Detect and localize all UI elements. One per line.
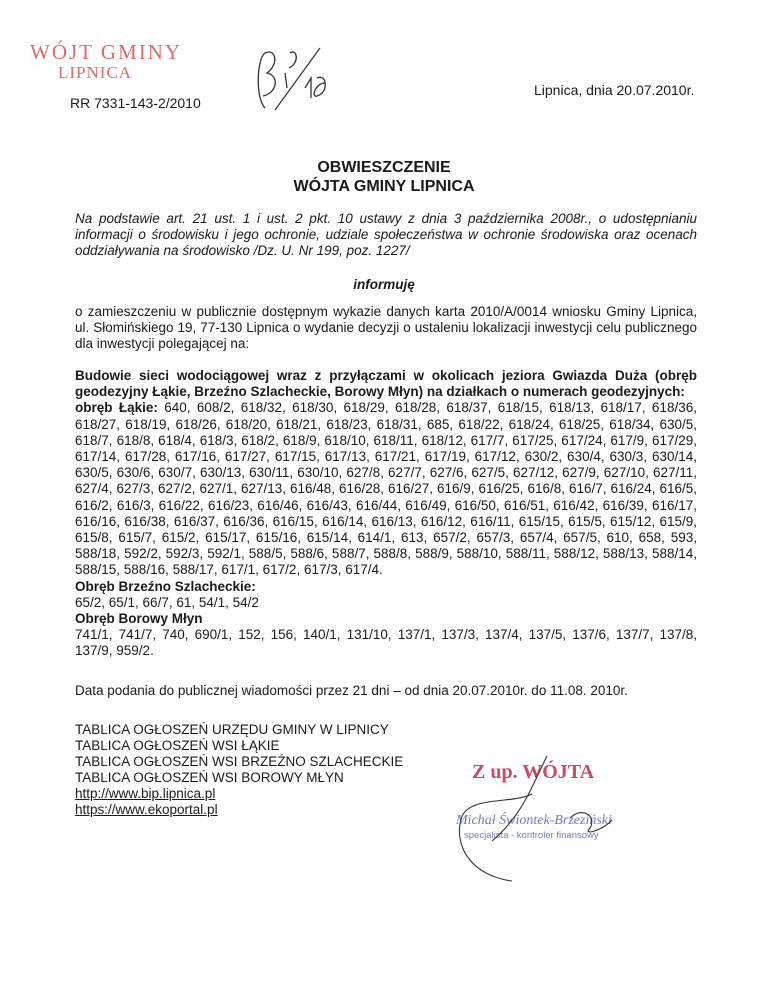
intro-paragraph: Na podstawie art. 21 ust. 1 i ust. 2 pkt. 10 ustawy z dnia 3 października 2008r., o udostępnianiu informacji o środowisku i jego ochronie, udziale społeczeństwa w ochronie środowiska oraz ocenach oddziaływania na środowisko /Dz. U. Nr 199, poz. 1227/	[75, 211, 697, 259]
board-item: TABLICA OGŁOSZEŃ URZĘDU GMINY W LIPNICY	[75, 722, 389, 737]
board-item: TABLICA OGŁOSZEŃ WSI ŁĄKIE	[75, 738, 280, 753]
decision-paragraph: o zamieszczeniu w publicznie dostępnym wykazie danych karta 2010/A/0014 wniosku Gminy Lipnica, ul. Słomińskiego 19, 77-130 Lipnica o wydanie decyzji o ustaleniu lokalizacji inwestycji celu publicznego dla inwestycji polegającej na:	[75, 304, 697, 352]
heading-line2: WÓJTA GMINY LIPNICA	[293, 178, 475, 195]
board-item: TABLICA OGŁOSZEŃ WSI BOROWY MŁYN	[75, 770, 344, 785]
reference-number: RR 7331-143-2/2010	[70, 95, 201, 111]
document-heading	[0, 158, 768, 196]
board-item: TABLICA OGŁOSZEŃ WSI BRZEŹNO SZLACHECKIE	[75, 754, 404, 769]
notice-boards	[75, 722, 403, 818]
signature-stamp	[452, 746, 642, 886]
stamp-title: WÓJT GMINY	[30, 40, 183, 64]
header-stamp	[30, 40, 230, 83]
obreb-borowy-plots: 741/1, 741/7, 740, 690/1, 152, 156, 140/1, 131/10, 137/1, 137/3, 137/4, 137/5, 137/6, 137/7, 137/8, 137/9, 959/2.	[75, 627, 697, 659]
obreb-brzezno-plots: 65/2, 65/1, 66/7, 61, 54/1, 54/2	[75, 594, 259, 610]
informuje-label: informuję	[353, 277, 415, 292]
obreb-lakie-plots: 640, 608/2, 618/32, 618/30, 618/29, 618/28, 618/37, 618/15, 618/13, 618/17, 618/36, 618/27, 618/19, 618/26, 618/20, 618/21, 618/23, 618/31, 685, 618/22, 618/24, 618/25, 618/34, 630/5, 618/7, 618/8, 618/4, 618/3, 618/2, 618/9, 618/10, 618/11, 618/12, 617/7, 617/25, 617/24, 617/9, 617/29, 617/14, 617/28, 617/16, 617/27, 617/15, 617/13, 617/21, 617/19, 617/12, 630/2, 630/4, 630/3, 630/14, 630/5, 630/6, 630/7, 630/13, 630/11, 630/10, 627/8, 627/7, 627/6, 627/5, 627/12, 627/9, 627/10, 627/11, 627/4, 627/3, 627/2, 627/1, 627/13, 616/48, 616/28, 616/27, 616/9, 616/25, 616/8, 616/7, 616/24, 616/5, 616/2, 616/3, 616/22, 616/23, 616/46, 616/43, 616/44, 616/49, 616/50, 616/51, 616/42, 616/39, 616/17, 616/16, 616/38, 616/37, 616/36, 616/15, 616/14, 616/13, 616/12, 616/11, 615/15, 615/5, 615/12, 615/9, 615/8, 615/7, 615/2, 615/17, 615/16, 615/14, 614/1, 613, 657/2, 657/3, 657/4, 657/5, 610, 658, 593, 588/18, 592/2, 592/3, 592/1, 588/5, 588/6, 588/7, 588/8, 588/9, 588/10, 588/11, 588/12, 588/13, 588/14, 588/15, 588/16, 588/17, 617/1, 617/2, 617/3, 617/4.	[75, 400, 697, 578]
plot-details	[75, 368, 697, 660]
stamp-line1: Z up. WÓJTA	[472, 761, 595, 783]
bip-link[interactable]: http://www.bip.lipnica.pl	[75, 786, 216, 801]
stamp-place: LIPNICA	[58, 63, 133, 82]
stamp-line2: Michał Świontek-Brzeziński	[456, 813, 612, 828]
bip-signature	[245, 38, 345, 118]
project-title: Budowie sieci wodociągowej wraz z przyłączami w okolicach jeziora Gwiazda Duża (obręb geodezyjny Łąkie, Brzeźno Szlacheckie, Borowy Młyn) na działkach o numerach geodezyjnych:	[75, 368, 697, 400]
stamp-line3: specjalista - kontroler finansowy	[464, 830, 599, 841]
deadline-line: Data podania do publicznej wiadomości przez 21 dni – od dnia 20.07.2010r. do 11.08. 2010r.	[75, 683, 628, 698]
heading-line1: OBWIESZCZENIE	[317, 159, 451, 176]
obreb-lakie-label: obręb Łąkie:	[75, 400, 158, 416]
ekoportal-link[interactable]: https://www.ekoportal.pl	[75, 802, 218, 817]
obreb-borowy-label: Obręb Borowy Młyn	[75, 611, 203, 627]
obreb-brzezno-label: Obręb Brzeźno Szlacheckie:	[75, 578, 256, 594]
date-line: Lipnica, dnia 20.07.2010r.	[534, 82, 695, 98]
